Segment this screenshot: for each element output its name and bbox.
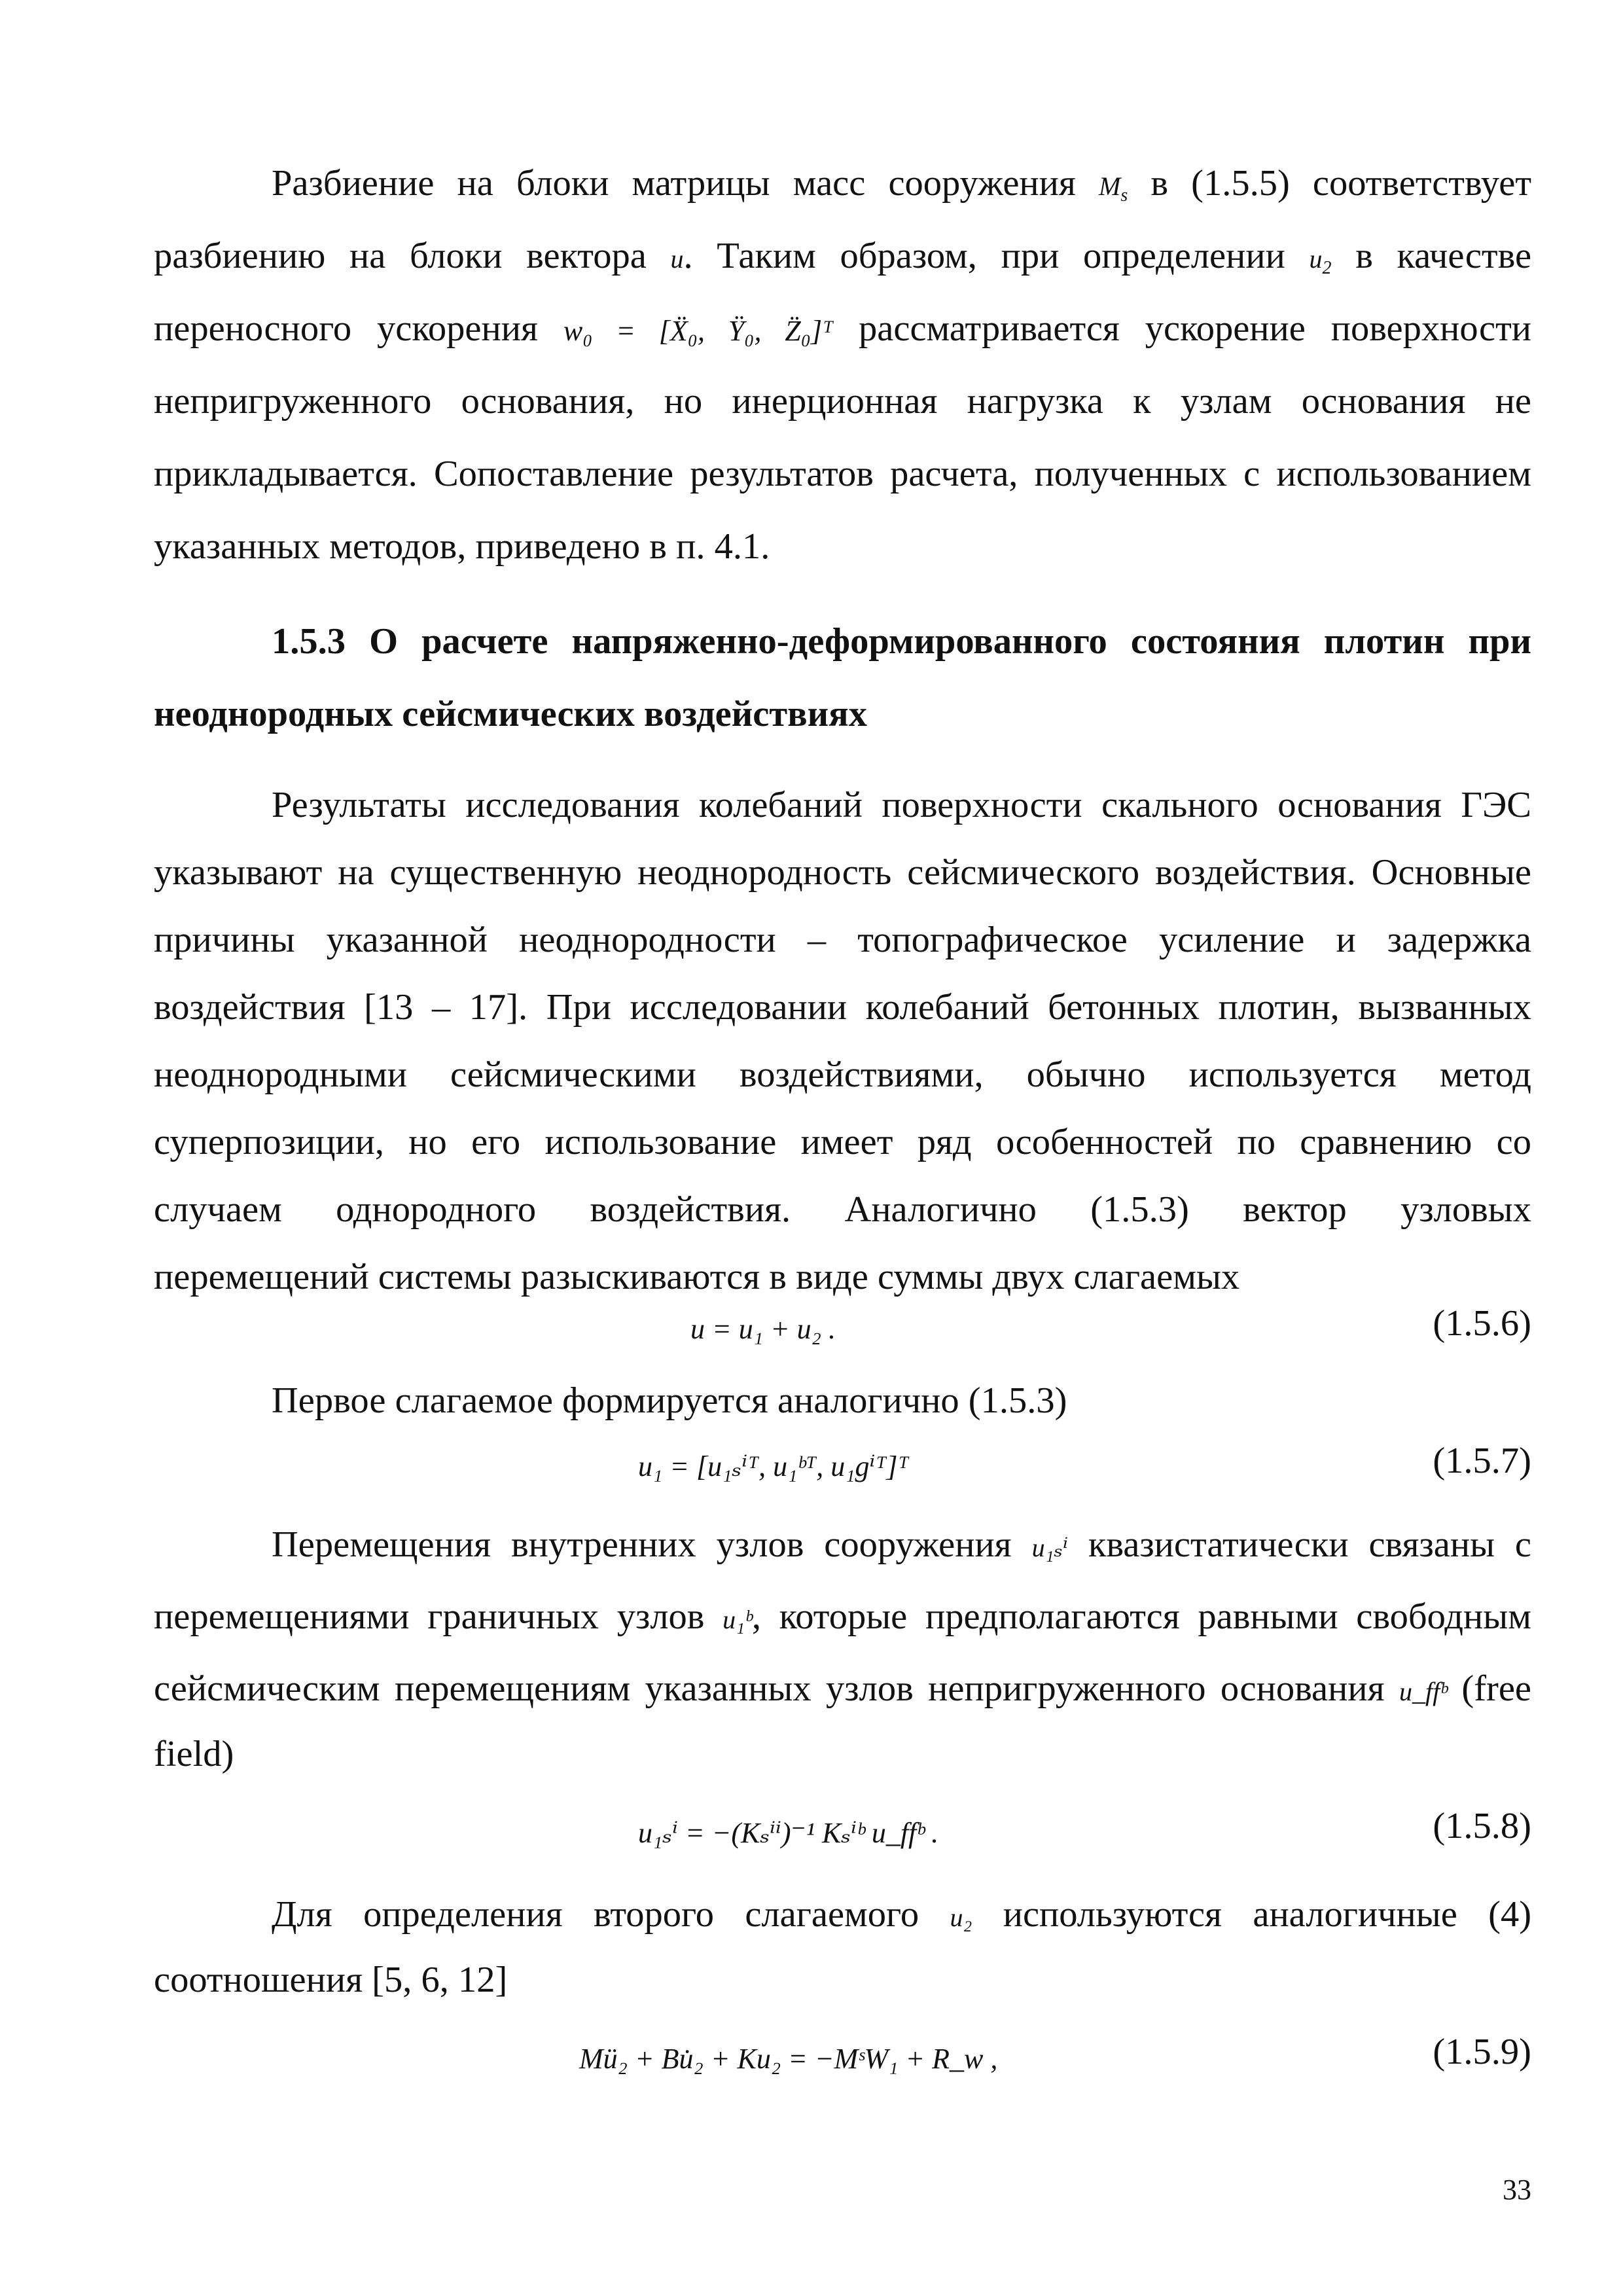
paragraph-line: Результаты исследования колебаний поверхности скального основания ГЭС <box>272 785 1531 825</box>
paragraph-line: неоднородными сейсмическими воздействиями, обычно используется метод <box>154 1054 1531 1095</box>
equation: u₁ₛⁱ = −(Kₛⁱⁱ)⁻¹ Kₛⁱᵇ u_ffᵇ . <box>638 1817 939 1849</box>
paragraph-line: Первое слагаемое формируется аналогично (1.5.3) <box>272 1380 1067 1421</box>
section-heading: неоднородных сейсмических воздействиях <box>154 694 867 734</box>
paragraph-line: сейсмическим перемещениям указанных узлов непригруженного основания u_ffᵇ (free <box>154 1668 1531 1709</box>
paragraph-line: причины указанной неоднородности – топографическое усиление и задержка <box>154 920 1531 960</box>
math-symbol: u_ffᵇ <box>1399 1677 1447 1706</box>
paragraph-line: прикладывается. Сопоставление результатов расчета, полученных с использованием <box>154 454 1531 494</box>
equation: Mü₂ + Bu̇₂ + Ku₂ = −MˢW₁ + R_w , <box>579 2043 998 2075</box>
math-symbol: $u_2$ <box>1309 244 1332 278</box>
paragraph-line: суперпозиции, но его использование имеет ряд особенностей по сравнению со <box>154 1122 1531 1162</box>
paragraph-line: непригруженного основания, но инерционная нагрузка к узлам основания не <box>154 381 1531 422</box>
paragraph-line: указанных методов, приведено в п. 4.1. <box>154 526 770 567</box>
math-symbol: u₂ <box>950 1903 972 1932</box>
equation: u = u₁ + u₂ . <box>690 1313 836 1345</box>
paragraph-line: перемещений системы разыскиваются в виде суммы двух слагаемых <box>154 1257 1240 1297</box>
paragraph-line: Разбиение на блоки матрицы масс сооружения $M_s$ в (1.5.5) соответствует <box>272 163 1532 206</box>
section-heading: 1.5.3 О расчете напряженно-деформированного состояния плотин при <box>272 621 1531 662</box>
equation: u₁ = [u₁ₛⁱᵀ, u₁ᵇᵀ, u₁gⁱᵀ]ᵀ <box>638 1450 909 1482</box>
page-number: 33 <box>1503 2174 1531 2206</box>
paragraph-line: разбиению на блоки вектора u. Таким образом, при определении $u_2$ в качестве <box>154 236 1532 278</box>
paragraph-line: соотношения [5, 6, 12] <box>154 1960 508 2000</box>
math-symbol: $M_s$ <box>1099 171 1128 206</box>
math-symbol: u₁ₛⁱ <box>1031 1533 1068 1562</box>
inline-formula: w₀ = [Ẍ₀, Ÿ₀, Z̈₀]ᵀ <box>563 315 834 347</box>
paragraph-line: перемещениями граничных узлов u₁ᵇ, которые предполагаются равными свободным <box>154 1596 1531 1637</box>
math-symbol: u₁ᵇ <box>722 1605 752 1634</box>
paragraph-line: Для определения второго слагаемого u₂ используются аналогичные (4) <box>272 1894 1532 1935</box>
equation-number: (1.5.6) <box>1433 1303 1531 1344</box>
math-symbol: u <box>670 244 684 274</box>
equation-number: (1.5.9) <box>1433 2032 1531 2072</box>
equation-number: (1.5.7) <box>1433 1441 1531 1481</box>
paragraph-line: переносного ускорения w₀ = [Ẍ₀, Ÿ₀, Z̈₀]ᵀ рассматривается ускорение поверхности <box>154 308 1532 349</box>
paragraph-line: Перемещения внутренних узлов сооружения u₁ₛⁱ квазистатически связаны с <box>272 1524 1532 1565</box>
paragraph-line: воздействия [13 – 17]. При исследовании колебаний бетонных плотин, вызванных <box>154 987 1531 1028</box>
paragraph-line: указывают на существенную неоднородность сейсмического воздействия. Основные <box>154 852 1531 893</box>
paragraph-line: случаем однородного воздействия. Аналогично (1.5.3) вектор узловых <box>154 1189 1531 1230</box>
paragraph-line: field) <box>154 1734 234 1774</box>
equation-number: (1.5.8) <box>1433 1806 1531 1846</box>
